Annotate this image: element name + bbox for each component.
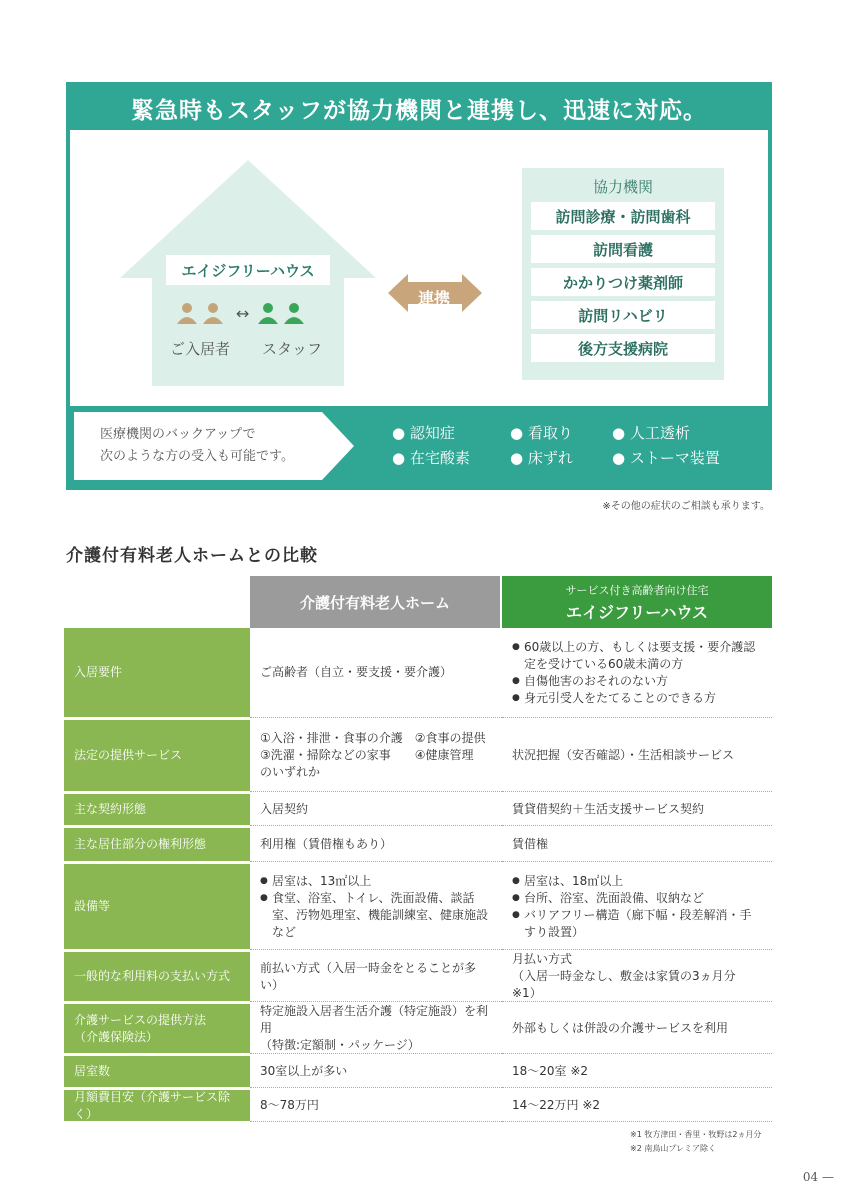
cell-line: （特徴:定額制・パッケージ） bbox=[260, 1038, 420, 1052]
cell-agefree-house: 状況把握（安否確認）・生活相談サービス bbox=[502, 720, 772, 792]
table-row bbox=[64, 952, 772, 1004]
row-label bbox=[64, 1004, 250, 1054]
staff-icon bbox=[283, 302, 305, 324]
page-number: 04 — bbox=[802, 1170, 834, 1184]
table-row bbox=[64, 720, 772, 794]
list-item: ● 居室は、13㎡以上 bbox=[260, 873, 492, 890]
row-label: 主な居住部分の権利形態 bbox=[64, 828, 250, 862]
cell-agefree-house bbox=[502, 628, 772, 718]
row-label: 月額費目安（介護サービス除く） bbox=[64, 1090, 250, 1122]
cell-agefree-house: 賃貸借契約＋生活支援サービス契約 bbox=[502, 794, 772, 826]
row-label: 一般的な利用料の支払い方式 bbox=[64, 952, 250, 1002]
list-item: ● 身元引受人をたてることのできる方 bbox=[512, 690, 762, 707]
row-label: 入居要件 bbox=[64, 628, 250, 718]
condition-item: ● 看取り bbox=[510, 424, 573, 442]
cell-nursing-home: 8～78万円 bbox=[250, 1090, 502, 1122]
cell-nursing-home: 入居契約 bbox=[250, 794, 502, 826]
cell-agefree-house bbox=[502, 952, 772, 1002]
list-item: ● バリアフリー構造（廊下幅・段差解消・手すり設置） bbox=[512, 907, 762, 941]
table-row bbox=[64, 1090, 772, 1124]
cell-agefree-house bbox=[502, 864, 772, 950]
table-row bbox=[64, 794, 772, 828]
cell-nursing-home: ご高齢者（自立・要支援・要介護） bbox=[250, 628, 502, 718]
row-label: 主な契約形態 bbox=[64, 794, 250, 826]
table-row bbox=[64, 828, 772, 864]
cell-agefree-house: 14～22万円 ※2 bbox=[502, 1090, 772, 1122]
bullet-list bbox=[260, 873, 492, 941]
partners-title: 協力機関 bbox=[592, 178, 653, 196]
cell-nursing-home: 前払い方式（入居一時金をとることが多い） bbox=[250, 952, 502, 1002]
partners-box bbox=[522, 168, 724, 380]
footnote: ※2 南鳥山プレミア除く bbox=[630, 1144, 717, 1153]
list-item: ● 60歳以上の方、もしくは要支援・要介護認定を受けている60歳未満の方 bbox=[512, 639, 762, 673]
partner-item: 訪問診療・訪問歯科 bbox=[531, 202, 715, 230]
notice-line: 医療機関のバックアップで bbox=[100, 427, 256, 442]
list-item: ● 自傷他害のおそれのない方 bbox=[512, 673, 762, 690]
cell-line: のいずれか bbox=[260, 765, 321, 779]
table-row bbox=[64, 1056, 772, 1090]
bidirectional-arrow-icon: ↔ bbox=[236, 303, 250, 323]
cell-agefree-house: 賃借権 bbox=[502, 828, 772, 862]
condition-item: ● 人工透析 bbox=[612, 424, 690, 442]
conditions-list bbox=[392, 422, 752, 468]
partner-item: かかりつけ薬剤師 bbox=[531, 268, 715, 296]
staff-icon bbox=[257, 302, 279, 324]
condition-item: ● 床ずれ bbox=[510, 449, 573, 467]
link-label: 連携 bbox=[417, 289, 450, 308]
list-item: ● 台所、浴室、洗面設備、収納など bbox=[512, 890, 762, 907]
staff-label: スタッフ bbox=[262, 340, 323, 358]
table-row bbox=[64, 628, 772, 720]
cell-agefree-house: 外部もしくは併設の介護サービスを利用 bbox=[502, 1004, 772, 1054]
cell-line: （入居一時金なし、敷金は家賃の3ヵ月分 ※1） bbox=[512, 969, 736, 1000]
cell-line: ①入浴・排泄・食事の介護 ②食事の提供 bbox=[260, 731, 486, 745]
panel-header: 緊急時もスタッフが協力機関と連携し、迅速に対応。 bbox=[70, 86, 768, 130]
cell-nursing-home bbox=[250, 1004, 502, 1054]
resident-label: ご入居者 bbox=[170, 340, 231, 358]
label-line: 介護サービスの提供方法 bbox=[74, 1012, 207, 1027]
resident-icon bbox=[176, 302, 198, 324]
column-header-main: エイジフリーハウス bbox=[565, 602, 709, 622]
column-header-agefree-house bbox=[502, 576, 772, 628]
table-row bbox=[64, 864, 772, 952]
condition-item: ● 在宅酸素 bbox=[392, 449, 470, 467]
table-header bbox=[250, 576, 772, 628]
row-label: 設備等 bbox=[64, 864, 250, 950]
cell-nursing-home bbox=[250, 720, 502, 792]
bullet-list bbox=[512, 873, 762, 941]
row-label: 法定の提供サービス bbox=[64, 720, 250, 792]
footnote: ※1 牧方津田・香里・牧野は2ヵ月分 bbox=[630, 1130, 762, 1139]
partner-item: 訪問看護 bbox=[531, 235, 715, 263]
label-line: （介護保険法） bbox=[74, 1029, 159, 1044]
house-name-label: エイジフリーハウス bbox=[166, 255, 330, 285]
people-row bbox=[176, 302, 309, 324]
cell-nursing-home: 利用権（賃借権もあり） bbox=[250, 828, 502, 862]
house-illustration bbox=[120, 160, 376, 386]
condition-item: ● ストーマ装置 bbox=[612, 449, 720, 467]
acceptance-band bbox=[70, 406, 768, 486]
condition-item: ● 認知症 bbox=[392, 424, 455, 442]
column-header-nursing-home: 介護付有料老人ホーム bbox=[250, 576, 500, 628]
cell-line: 月払い方式 bbox=[512, 952, 573, 966]
table-row bbox=[64, 1004, 772, 1056]
other-symptoms-note: ※その他の症状のご相談も承ります。 bbox=[602, 501, 770, 512]
list-item: ● 居室は、18㎡以上 bbox=[512, 873, 762, 890]
cell-nursing-home: 30室以上が多い bbox=[250, 1056, 502, 1088]
footnotes bbox=[630, 1128, 761, 1156]
cell-agefree-house: 18～20室 ※2 bbox=[502, 1056, 772, 1088]
bullet-list bbox=[512, 639, 762, 707]
section-title: 介護付有料老人ホームとの比較 bbox=[66, 546, 318, 566]
column-header-sub: サービス付き高齢者向け住宅 bbox=[565, 583, 709, 597]
notice-text bbox=[100, 424, 340, 468]
comparison-table bbox=[64, 576, 772, 1124]
resident-icon bbox=[202, 302, 224, 324]
cell-line: ③洗濯・掃除などの家事 ④健康管理 bbox=[260, 748, 474, 762]
list-item: ● 食堂、浴室、トイレ、洗面設備、談話室、汚物処理室、機能訓練室、健康施設など bbox=[260, 890, 492, 941]
cell-line: 特定施設入居者生活介護（特定施設）を利用 bbox=[260, 1004, 489, 1035]
row-label: 居室数 bbox=[64, 1056, 250, 1088]
partner-item: 後方支援病院 bbox=[531, 334, 715, 362]
cell-nursing-home bbox=[250, 864, 502, 950]
partner-item: 訪問リハビリ bbox=[531, 301, 715, 329]
notice-line: 次のような方の受入も可能です。 bbox=[100, 449, 294, 464]
cooperation-panel bbox=[66, 82, 772, 490]
